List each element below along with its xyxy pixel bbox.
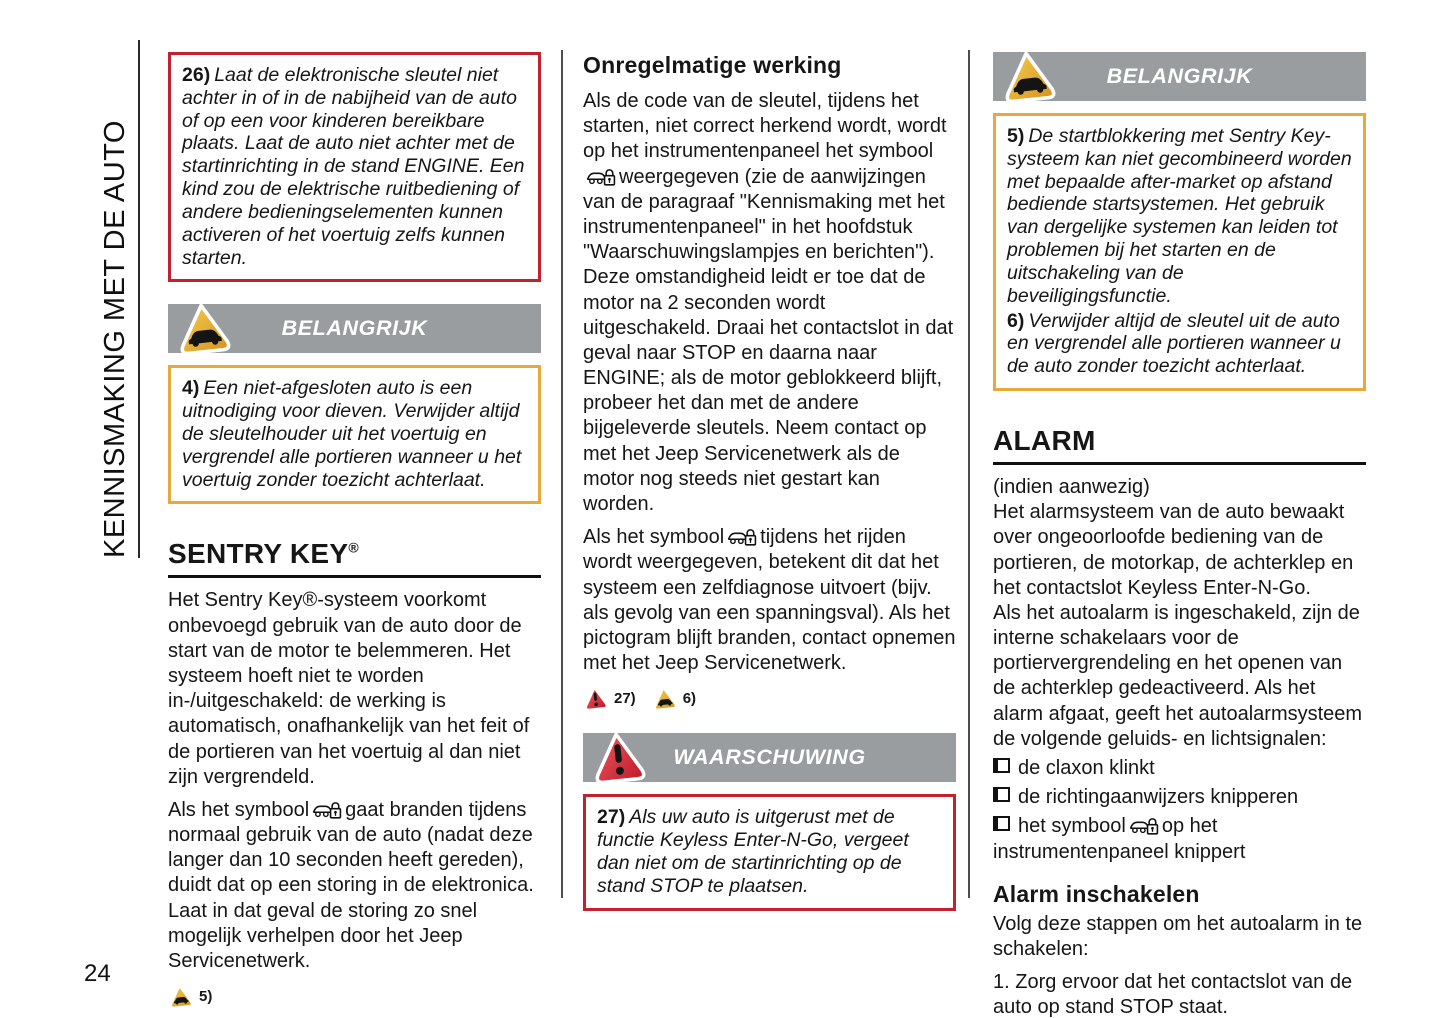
car-warning-triangle-icon	[652, 686, 677, 711]
column-3	[993, 52, 1366, 1018]
footnote-number: 5)	[199, 988, 213, 1006]
square-bullet	[993, 787, 1010, 802]
paragraph: Als het symbool tijdens het rijden wordt weergegeven, betekent dit dat het systeem een zelfdiagnose uitvoert (bijv. als gevolg van een spanningsval). Als het pictogram blijft branden, contact opnemen met het Jeep Servicenetwerk.	[583, 526, 956, 675]
note-box-5-6	[993, 113, 1366, 391]
note-number: 6)	[1007, 309, 1025, 332]
footnote-number: 6)	[682, 690, 697, 708]
footnote-reference-row	[583, 686, 956, 711]
exclamation-warning-triangle-icon	[590, 729, 647, 786]
banner-label: WAARSCHUWING	[673, 745, 866, 770]
page-number: 24	[84, 960, 111, 987]
numbered-step: 1. Zorg ervoor dat het contactslot van de auto op stand STOP staat.	[993, 971, 1353, 1018]
car-with-padlock-icon	[312, 799, 342, 820]
column-2	[583, 52, 956, 911]
paragraph: Als het symbool gaat branden tijdens normaal gebruik van de auto (nadat deze langer dan 10 seconden heeft gereden), duidt dat op een storing in de elektronica. Laat in dat geval de storing zo snel mogelijk verhelpen door het Jeep Servicenetwerk.	[168, 798, 534, 972]
registered-trademark: ®	[348, 540, 360, 557]
paragraph: Volg deze stappen om het autoalarm in te schakelen:	[993, 912, 1363, 960]
square-bullet	[993, 816, 1010, 831]
note-number: 5)	[1007, 125, 1025, 147]
exclamation-warning-triangle-icon	[583, 686, 608, 711]
list-item: het symbool op het instrumentenpaneel knippert	[993, 815, 1246, 863]
note-number: 4)	[182, 377, 200, 400]
column-divider	[968, 50, 970, 898]
list-item: de richtingaanwijzers knipperen	[993, 785, 1366, 810]
chapter-sidebar-title: KENNISMAKING MET DE AUTO	[84, 40, 140, 558]
note-box-4	[168, 365, 541, 504]
paragraph: Het alarmsysteem van de auto bewaakt over ongeoorloofde bediening van de portieren, de motorkap, de achterklep en het contactslot Keyless Enter-N-Go.	[993, 501, 1354, 599]
note-text: 5) De startblokkering met Sentry Key-systeem kan niet gecombineerd worden met bepaalde after-market op afstand bediende startsystemen. Het gebruik van dergelijke systemen kan leiden tot problemen bij het starten en de uitschakeling van de beveiligingsfunctie.	[1007, 125, 1352, 307]
note-text: 4) Een niet-afgesloten auto is een uitnodiging voor dieven. Verwijder altijd de sleutelhouder uit het voertuig en vergrendel alle portieren wanneer u het voertuig zonder toezicht achterlaat.	[182, 377, 522, 491]
column-1	[168, 52, 541, 1009]
list-item: de claxon klinkt	[993, 756, 1366, 781]
paragraph: Het Sentry Key®-systeem voorkomt onbevoegd gebruik van de auto door de start van de motor te belemmeren. Het systeem hoeft niet te worden in-/uitgeschakeld: de werking is automatisch, onafhankelijk van het feit of de portieren van het voertuig al dan niet zijn vergrendeld.	[168, 589, 530, 788]
column-divider	[561, 50, 563, 898]
note-text: 26) Laat de elektronische sleutel niet achter in of in de nabijheid van de auto of op een voor kinderen bereikbare plaats. Laat de auto niet achter met de startinrichting in de stand ENGINE. Een kind zou de elektrische ruitbediening of andere bedieningselementen kunnen activeren of het voertuig zelfs kunnen starten.	[182, 64, 525, 269]
car-warning-triangle-icon	[168, 984, 193, 1009]
footnote-reference-row	[168, 984, 541, 1009]
note-number: 26)	[182, 64, 211, 86]
car-warning-triangle-icon	[175, 300, 232, 357]
belangrijk-banner	[168, 304, 541, 353]
note-text: 6) Verwijder altijd de sleutel uit de auto en vergrendel alle portieren wanneer u de auto zonder toezicht achterlaat.	[1007, 309, 1341, 378]
banner-label: BELANGRIJK	[281, 316, 428, 341]
note-box-27	[583, 794, 956, 910]
car-warning-triangle-icon	[1000, 48, 1057, 105]
paragraph: Als het autoalarm is ingeschakeld, zijn de interne schakelaars voor de portiervergrendeling en het openen van de achterklep gedeactiveerd. Als het alarm afgaat, geeft het autoalarmsysteem de volgende geluids- en lichtsignalen:	[993, 601, 1363, 750]
waarschuwing-banner	[583, 733, 956, 782]
square-bullet	[993, 758, 1010, 773]
section-heading-sentry-key: SENTRY KEY®	[168, 538, 541, 578]
car-with-padlock-icon	[586, 166, 616, 187]
banner-label: BELANGRIJK	[1106, 64, 1253, 88]
car-with-padlock-icon	[1129, 815, 1159, 836]
note-number: 27)	[597, 806, 626, 829]
car-with-padlock-icon	[727, 526, 757, 547]
section-heading-alarm: ALARM	[993, 425, 1366, 465]
paragraph: Als de code van de sleutel, tijdens het starten, niet correct herkend wordt, wordt op het instrumentenpaneel het symboolweergegeven (zie de aanwijzingen van de paragraaf "Kennismaking met het instrumentenpaneel" in het hoofdstuk "Waarschuwingslampjes en berichten"). Deze omstandigheid leidt er toe dat de motor na 2 seconden wordt uitgeschakeld. Draai het contactslot in dat geval naar STOP en daarna naar ENGINE; als de motor geblokkeerd blijft, probeer het dan met de andere bijgeleverde sleutels. Neem contact op met het Jeep Servicenetwerk als de motor nog steeds niet gestart kan worden.	[583, 90, 954, 515]
note-box-26	[168, 52, 541, 282]
footnote-number: 27)	[614, 690, 636, 708]
belangrijk-banner	[993, 52, 1366, 101]
section-heading-alarm-inschakelen: Alarm inschakelen	[993, 880, 1200, 907]
paragraph: (indien aanwezig)	[993, 475, 1150, 498]
section-heading-onregelmatige-werking: Onregelmatige werking	[583, 52, 842, 78]
note-text: 27) Als uw auto is uitgerust met de functie Keyless Enter-N-Go, vergeet dan niet om de startinrichting op de stand STOP te plaatsen.	[597, 806, 909, 897]
